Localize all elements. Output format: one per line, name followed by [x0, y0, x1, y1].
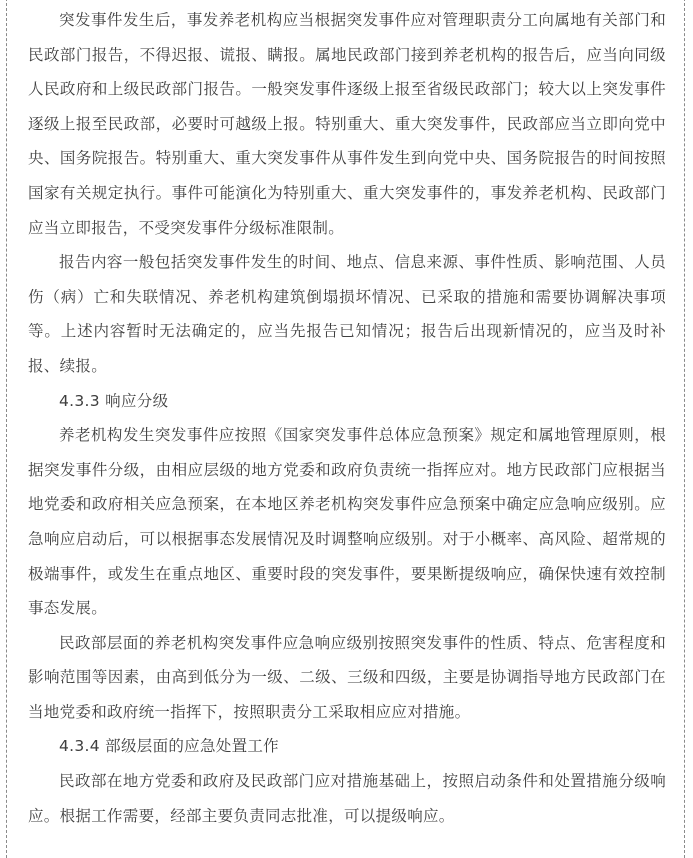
paragraph-report-contents: 报告内容一般包括突发事件发生的时间、地点、信息来源、事件性质、影响范围、人员伤（病）亡和失联情况、养老机构建筑倒塌损坏情况、已采取的措施和需要协调解决事项等。上述内容暂时无法确定的，应当先报告已知情况；报告后出现新情况的，应当及时补报、续报。	[28, 253, 666, 375]
paragraph-ministry-levels: 民政部层面的养老机构突发事件应急响应级别按照突发事件的性质、特点、危害程度和影响范围等因素，由高到低分为一级、二级、三级和四级，主要是协调指导地方民政部门在当地党委和政府统一指挥下，按照职责分工采取相应应对措施。	[28, 633, 666, 721]
paragraph-response-levels: 养老机构发生突发事件应按照《国家突发事件总体应急预案》规定和属地管理原则，根据突发事件分级，由相应层级的地方党委和政府负责统一指挥应对。地方民政部门应根据当地党委和政府相关应急预案，在本地区养老机构突发事件应急预案中确定应急响应级别。应急响应启动后，可以根据事态发展情况及时调整响应级别。对于小概率、高风险、超常规的极端事件，或发生在重点地区、重要时段的突发事件，要果断提级响应，确保快速有效控制事态发展。	[28, 426, 666, 618]
paragraph-ministry-response: 民政部在地方党委和政府及民政部门应对措施基础上，按照启动条件和处置措施分级响应。根据工作需要，经部主要负责同志批准，可以提级响应。	[28, 772, 666, 825]
article-body	[28, 3, 666, 833]
section-heading-ministry-response: 4.3.4 部级层面的应急处置工作	[59, 737, 279, 756]
section-heading-response-levels: 4.3.3 响应分级	[59, 391, 169, 410]
paragraph-incident-reporting: 突发事件发生后，事发养老机构应当根据突发事件应对管理职责分工向属地有关部门和民政部门报告，不得迟报、谎报、瞒报。属地民政部门接到养老机构的报告后，应当向同级人民政府和上级民政部门报告。一般突发事件逐级上报至省级民政部门；较大以上突发事件逐级上报至民政部，必要时可越级上报。特别重大、重大突发事件，民政部应当立即向党中央、国务院报告。特别重大、重大突发事件从事件发生到向党中央、国务院报告的时间按照国家有关规定执行。事件可能演化为特别重大、重大突发事件的，事发养老机构、民政部门应当立即报告，不受突发事件分级标准限制。	[28, 11, 666, 237]
